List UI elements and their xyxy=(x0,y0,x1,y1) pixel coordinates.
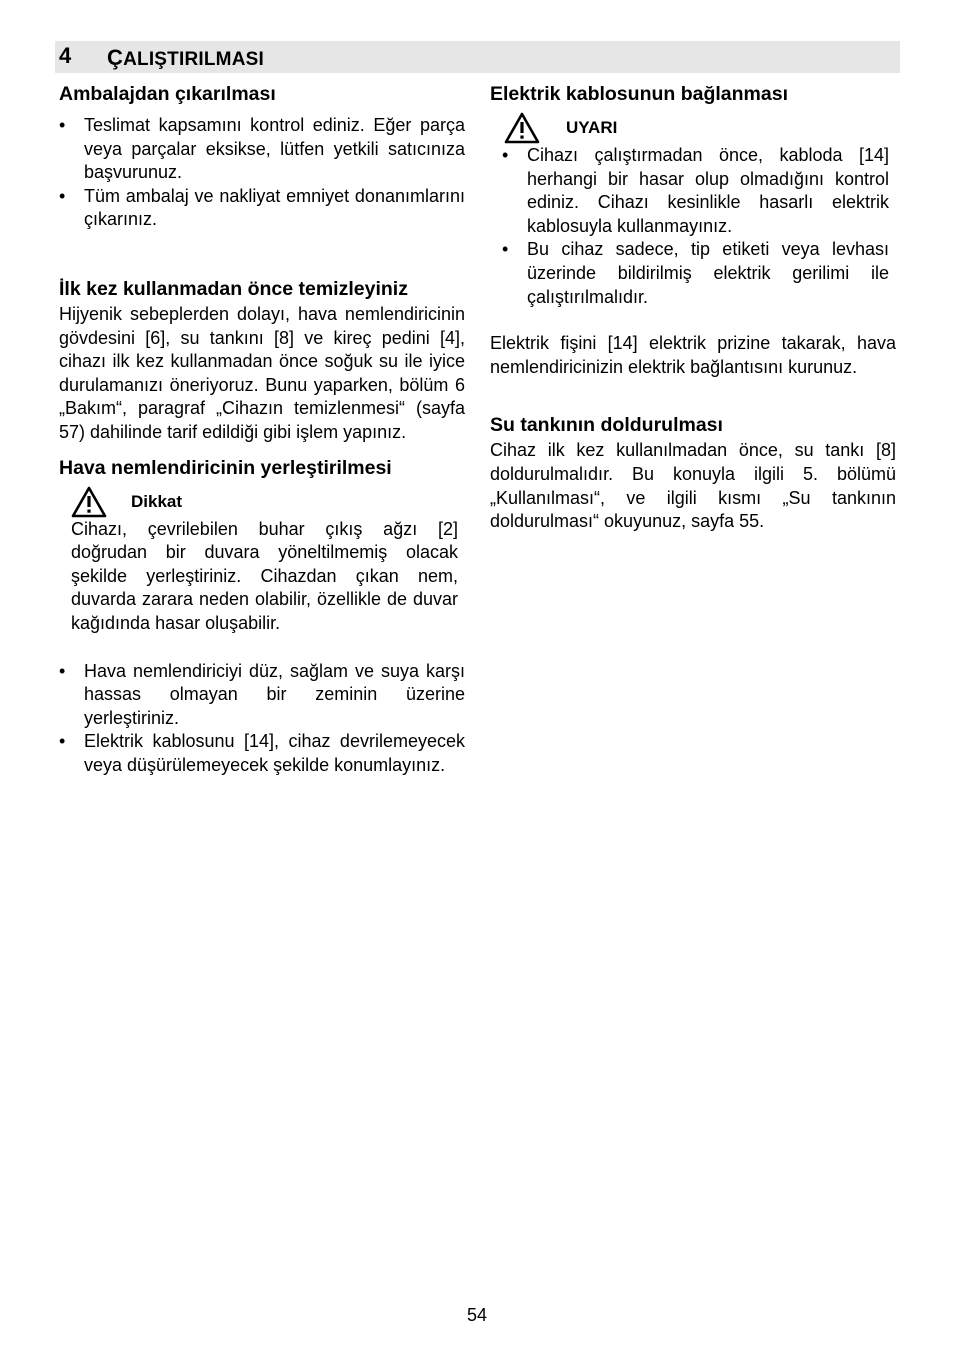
section-cleaning xyxy=(59,275,465,445)
section-unpacking xyxy=(59,80,465,232)
list-item: • Elektrik kablosunu [14], cihaz devrilemeyecek veya düşürülemeyecek şekilde konumlayınız. xyxy=(59,730,465,777)
bullet-list xyxy=(59,660,465,778)
list-item: • Teslimat kapsamını kontrol ediniz. Eğer parça veya parçalar eksikse, lütfen yetkili satıcınıza başvurunuz. xyxy=(59,114,465,185)
section-heading: Ambalajdan çıkarılması xyxy=(59,83,276,105)
section-heading: Su tankının doldurulması xyxy=(490,414,723,437)
warning-triangle-icon xyxy=(71,486,107,518)
page-number: 54 xyxy=(466,1305,488,1325)
section-placement xyxy=(59,454,465,778)
warning-label: UYARI xyxy=(566,118,618,138)
list-item: • Tüm ambalaj ve nakliyat emniyet donanımlarını çıkarınız. xyxy=(59,185,465,232)
right-column xyxy=(490,80,896,534)
section-heading: Hava nemlendiricinin yerleştirilmesi xyxy=(59,456,392,479)
chapter-title-initial: Ç xyxy=(107,45,124,70)
warning-text: Cihazı, çevrilebilen buhar çıkış ağzı [2] doğrudan bir duvara yöneltilmemiş olacak şekilde yerleştiriniz. Cihazdan çıkan nem, duvarda zarara neden olabilir, özellikle de duvar kağıdında hasar oluşabilir. xyxy=(71,518,458,633)
list-item: • Hava nemlendiriciyi düz, sağlam ve suya karşı hassas olmayan bir zeminin üzerine yerleştiriniz. xyxy=(59,660,465,731)
section-heading: İlk kez kullanmadan önce temizleyiniz xyxy=(59,277,408,300)
warning-header xyxy=(504,112,896,144)
section-text: Cihaz ilk kez kullanılmadan önce, su tankı [8] doldurulmalıdır. Bu konuyla ilgili 5. bölümü „Kullanılması“, ve ilgili kısmı „Su tankının doldurulması“ okuyunuz, sayfa 55. xyxy=(490,440,896,532)
bullet-list xyxy=(490,144,896,309)
chapter-title xyxy=(107,45,264,71)
section-text: Elektrik fişini [14] elektrik prizine takarak, hava nemlendiricinizin elektrik bağlantısını kurunuz. xyxy=(490,333,896,377)
list-item: • Cihazı çalıştırmadan önce, kabloda [14] herhangi bir hasar olup olmadığını kontrol ediniz. Cihazı kesinlikle hasarlı elektrik kablosuyla kullanmayınız. xyxy=(502,144,889,238)
warning-label: Dikkat xyxy=(131,491,183,511)
chapter-title-rest: ALIŞTIRILMASI xyxy=(123,49,264,70)
section-power-cable xyxy=(490,80,896,379)
section-water-tank xyxy=(490,411,896,533)
warning-triangle-icon xyxy=(504,112,540,144)
warning-header xyxy=(71,486,465,518)
section-heading: Elektrik kablosunun bağlanması xyxy=(490,83,789,105)
chapter-number: 4 xyxy=(59,43,72,68)
section-text: Hijyenik sebeplerden dolayı, hava nemlendiricinin gövdesini [6], su tankını [8] ve kireç pedini [4], cihazı ilk kez kullanmadan önce soğuk su ile iyice durulamanızı öneriyoruz. Bunu yaparken, bölüm 6 „Bakım“, paragraf „Cihazın temizlenmesi“ (sayfa 57) dahilinde tarif edildiği gibi işlem yapınız. xyxy=(59,303,465,442)
bullet-list xyxy=(59,114,465,232)
left-column xyxy=(59,80,465,777)
list-item: • Bu cihaz sadece, tip etiketi veya levhası üzerinde bildirilmiş elektrik gerilimi ile çalıştırılmalıdır. xyxy=(502,238,889,309)
chapter-header xyxy=(55,41,900,73)
